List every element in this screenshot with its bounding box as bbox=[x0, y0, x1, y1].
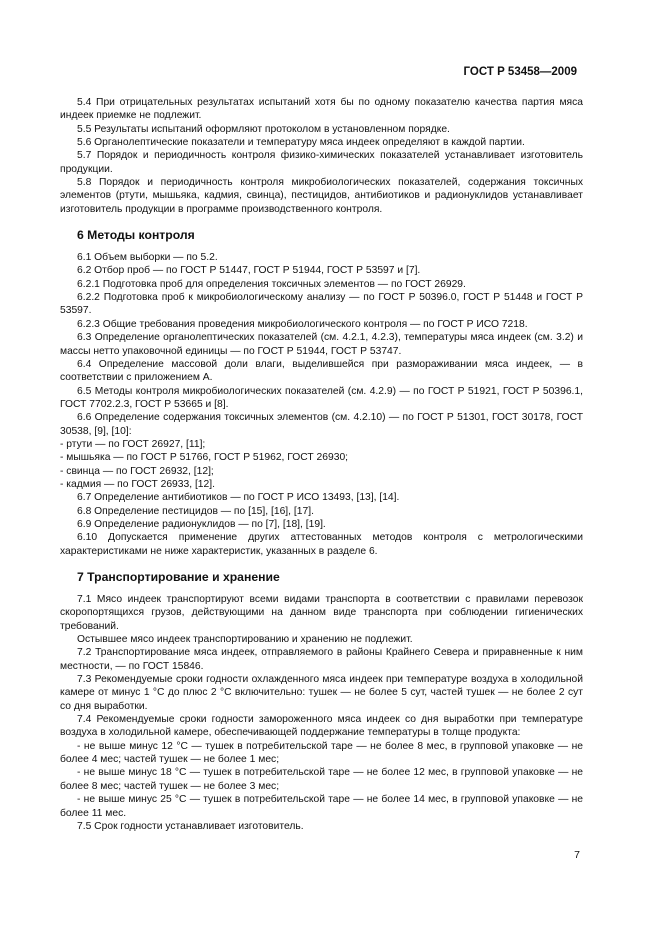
document-header: ГОСТ Р 53458—2009 bbox=[463, 66, 577, 78]
paragraph-6-7: 6.7 Определение антибиотиков — по ГОСТ Р ИСО 13493, [13], [14]. bbox=[77, 492, 400, 504]
paragraph-5-7: 5.7 Порядок и периодичность контроля физико-химических показателей устанавливает изготовитель продукции. bbox=[60, 150, 583, 175]
list-item-minus-18: - не выше минус 18 °C — тушек в потребительской таре — не более 12 мес, в групповой упаковке — не более 8 мес; частей тушек — не более 3 мес; bbox=[60, 767, 583, 792]
paragraph-6-10: 6.10 Допускается применение других аттестованных методов контроля с метрологическими характеристиками не ниже характеристик, указанных в разделе 6. bbox=[60, 532, 583, 557]
paragraph-6-2-2: 6.2.2 Подготовка проб к микробиологическому анализу — по ГОСТ Р 50396.0, ГОСТ Р 51448 и ГОСТ Р 53597. bbox=[60, 292, 583, 317]
paragraph-6-1: 6.1 Объем выборки — по 5.2. bbox=[77, 252, 218, 264]
paragraph-6-2-3: 6.2.3 Общие требования проведения микробиологического контроля — по ГОСТ Р ИСО 7218. bbox=[77, 318, 528, 330]
paragraph-5-8: 5.8 Порядок и периодичность контроля микробиологических показателей, содержания токсичных элементов (ртути, мышьяка, кадмия, свинца), пестицидов, антибиотиков и радионуклидов устанавливает изготовитель продукции в программе производственного контроля. bbox=[60, 177, 583, 215]
paragraph-6-2: 6.2 Отбор проб — по ГОСТ Р 51447, ГОСТ Р 51944, ГОСТ Р 53597 и [7]. bbox=[77, 265, 421, 277]
paragraph-7-1: 7.1 Мясо индеек транспортируют всеми видами транспорта в соответствии с правилами перевозок скоропортящихся грузов, действующими на данном виде транспорта при соблюдении гигиенических требований. bbox=[60, 594, 583, 632]
paragraph-7-4: 7.4 Рекомендуемые сроки годности замороженного мяса индеек со дня выработки при температуре воздуха в холодильной камере, обеспечивающей поддержание температуры в толще продукта: bbox=[60, 714, 583, 739]
paragraph-7-3: 7.3 Рекомендуемые сроки годности охлажденного мяса индеек при температуре воздуха в холодильной камере от минус 1 °C до плюс 2 °C включительно: тушек — не более 5 сут, частей тушек — не более 2 сут со дня выработки. bbox=[60, 674, 583, 712]
list-item-lead: - свинца — по ГОСТ 26932, [12]; bbox=[60, 465, 214, 477]
paragraph-6-8: 6.8 Определение пестицидов — по [15], [16], [17]. bbox=[77, 505, 314, 517]
list-item-arsenic: - мышьяка — по ГОСТ Р 51766, ГОСТ Р 51962, ГОСТ 26930; bbox=[60, 452, 349, 464]
list-item-minus-12: - не выше минус 12 °C — тушек в потребительской таре — не более 8 мес, в групповой упаковке — не более 4 мес; частей тушек — не более 1 мес; bbox=[60, 740, 583, 766]
page-content bbox=[60, 96, 583, 833]
section-6-title: 6 Методы контроля bbox=[77, 228, 195, 243]
paragraph-5-6: 5.6 Органолептические показатели и температуру мяса индеек определяют в каждой партии. bbox=[77, 137, 525, 149]
list-item-mercury: - ртути — по ГОСТ 26927, [11]; bbox=[60, 438, 206, 450]
list-item-cadmium: - кадмия — по ГОСТ 26933, [12]. bbox=[60, 478, 215, 490]
paragraph-5-5: 5.5 Результаты испытаний оформляют протоколом в установленном порядке. bbox=[77, 123, 450, 135]
paragraph-7-2: 7.2 Транспортирование мяса индеек, отправляемого в районы Крайнего Севера и приравненные к ним местности, — по ГОСТ 15846. bbox=[60, 647, 583, 672]
paragraph-6-2-1: 6.2.1 Подготовка проб для определения токсичных элементов — по ГОСТ 26929. bbox=[77, 278, 466, 290]
paragraph-6-3: 6.3 Определение органолептических показателей (см. 4.2.1, 4.2.3), температуры мяса индеек (см. 3.2) и массы нетто упаковочной единицы — по ГОСТ Р 51944, ГОСТ Р 53747. bbox=[60, 332, 583, 357]
paragraph-6-6: 6.6 Определение содержания токсичных элементов (см. 4.2.10) — по ГОСТ Р 51301, ГОСТ 30178, ГОСТ 30538, [9], [10]: bbox=[60, 412, 583, 437]
list-item-minus-25: - не выше минус 25 °C — тушек в потребительской таре — не более 14 мес, в групповой упаковке — не более 11 мес. bbox=[60, 794, 583, 819]
paragraph-7-1-note: Остывшее мясо индеек транспортированию и хранению не подлежит. bbox=[77, 634, 413, 646]
page-number: 7 bbox=[574, 849, 580, 861]
paragraph-7-5: 7.5 Срок годности устанавливает изготовитель. bbox=[77, 820, 304, 832]
paragraph-6-9: 6.9 Определение радионуклидов — по [7], [18], [19]. bbox=[77, 518, 326, 530]
paragraph-6-5: 6.5 Методы контроля микробиологических показателей (см. 4.2.9) — по ГОСТ Р 51921, ГОСТ Р 50396.1, ГОСТ 7702.2.3, ГОСТ Р 53665 и [8]. bbox=[60, 385, 583, 410]
section-7-title: 7 Транспортирование и хранение bbox=[77, 570, 280, 584]
paragraph-6-4: 6.4 Определение массовой доли влаги, выделившейся при размораживании мяса индеек, — в соответствии с приложением А. bbox=[60, 358, 583, 384]
paragraph-5-4: 5.4 При отрицательных результатах испытаний хотя бы по одному показателю качества партия мяса индеек приемке не подлежит. bbox=[60, 97, 583, 122]
